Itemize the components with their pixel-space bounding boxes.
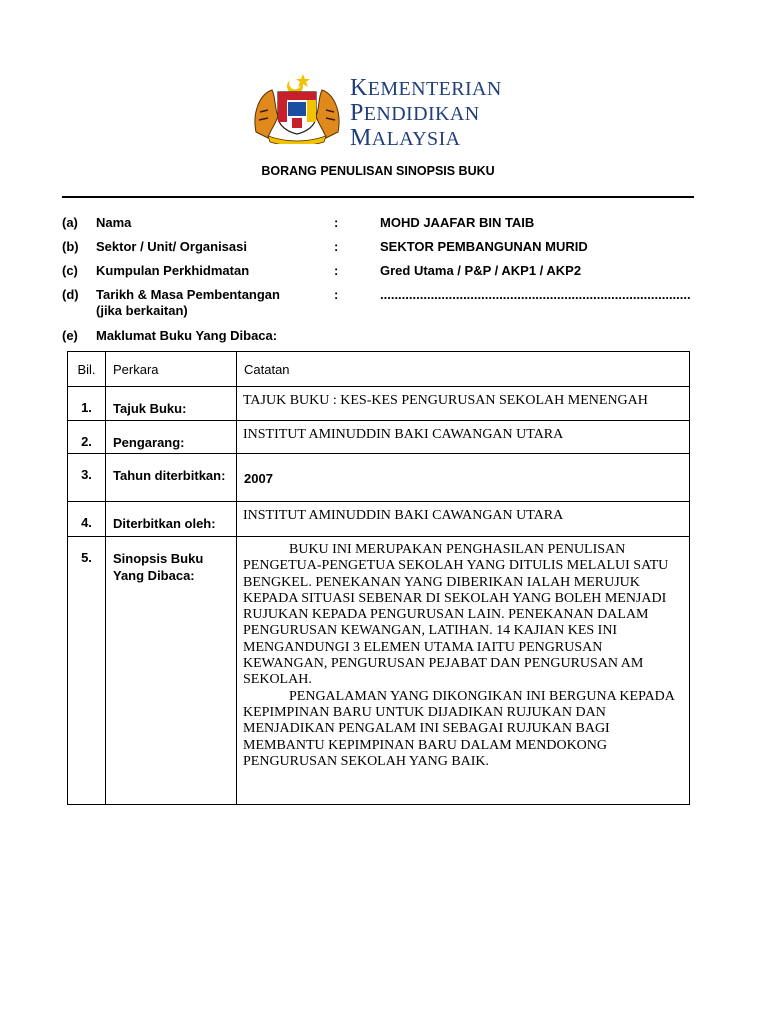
field-letter: (d): [62, 287, 79, 302]
row-bil: 1.: [68, 387, 106, 421]
field-label: Kumpulan Perkhidmatan: [96, 263, 250, 278]
table-row: [68, 537, 690, 805]
row-catatan: 2007: [237, 454, 690, 502]
ministry-line-3: MALAYSIA: [350, 125, 461, 151]
field-colon: :: [334, 239, 339, 254]
row-bil: 2.: [68, 421, 106, 454]
field-label: Nama: [96, 215, 132, 230]
field-letter: (c): [62, 263, 78, 278]
field-label-sub: (jika berkaitan): [96, 303, 188, 318]
field-colon: :: [334, 215, 339, 230]
field-letter: (a): [62, 215, 78, 230]
table-row: [68, 421, 690, 454]
ministry-line-2: PENDIDIKAN: [350, 100, 480, 126]
row-catatan: INSTITUT AMINUDDIN BAKI CAWANGAN UTARA: [237, 502, 690, 537]
table-row: [68, 387, 690, 421]
ministry-wordmark: [350, 76, 502, 151]
row-perkara: Diterbitkan oleh:: [106, 502, 237, 537]
coat-of-arms-logo: [250, 72, 344, 144]
field-label: Maklumat Buku Yang Dibaca:: [96, 328, 278, 343]
header-bil: Bil.: [68, 352, 106, 387]
table-row: [68, 454, 690, 502]
field-value: SEKTOR PEMBANGUNAN MURID: [380, 239, 588, 254]
row-perkara: Sinopsis Buku Yang Dibaca:: [106, 537, 237, 805]
field-colon: :: [334, 287, 339, 302]
row-perkara: Pengarang:: [106, 421, 237, 454]
row-catatan: TAJUK BUKU : KES-KES PENGURUSAN SEKOLAH MENENGAH: [237, 387, 690, 421]
synopsis-paragraph-1: BUKU INI MERUPAKAN PENGHASILAN PENULISAN PENGETUA-PENGETUA SEKOLAH YANG DITULIS MELALUI SATU BENGKEL. PENEKANAN YANG DIBERIKAN IALAH MERUJUK KEPADA SITUASI SEBENAR DI SEKOLAH YANG BOLEH MENJADI RUJUKAN KEPADA PENGURUSAN LAIN. PENEKANAN DALAM PENGURUSAN KEWANGAN, LATIHAN. 14 KAJIAN KES INI MENGANDUNGI 3 ELEMEN UTAMA IAITU PENGRUSAN KEWANGAN, PENGURUSAN PEJABAT DAN PENGURUSAN AM SEKOLAH.: [243, 542, 669, 688]
row-catatan-synopsis: [237, 537, 690, 805]
header-catatan: Catatan: [237, 352, 690, 387]
row-bil: 3.: [68, 454, 106, 502]
field-value: Gred Utama / P&P / AKP1 / AKP2: [380, 263, 582, 278]
table-header-row: [68, 352, 690, 387]
field-letter: (b): [62, 239, 79, 254]
title-divider: [62, 196, 694, 198]
header-perkara: Perkara: [106, 352, 237, 387]
field-value-blank: ......................................................................................: [380, 287, 691, 302]
row-perkara: Tajuk Buku:: [106, 387, 237, 421]
field-value: MOHD JAAFAR BIN TAIB: [380, 215, 535, 230]
field-colon: :: [334, 263, 339, 278]
row-bil: 4.: [68, 502, 106, 537]
row-bil: 5.: [68, 537, 106, 805]
ministry-line-1: KEMENTERIAN: [350, 75, 502, 101]
table-row: [68, 502, 690, 537]
row-perkara: Tahun diterbitkan:: [106, 454, 237, 502]
field-letter: (e): [62, 328, 78, 343]
field-label: Tarikh & Masa Pembentangan: [96, 287, 280, 302]
book-info-table: [67, 351, 690, 805]
field-label: Sektor / Unit/ Organisasi: [96, 239, 247, 254]
form-title: BORANG PENULISAN SINOPSIS BUKU: [261, 164, 495, 178]
synopsis-paragraph-2: PENGALAMAN YANG DIKONGIKAN INI BERGUNA KEPADA KEPIMPINAN BARU UNTUK DIJADIKAN RUJUKAN DAN MENJADIKAN PENGALAM INI SEBAGAI RUJUKAN BAGI MEMBANTU KEPIMPINAN BARU DALAM MENDOKONG PENGURUSAN SEKOLAH YANG BAIK.: [243, 688, 675, 769]
row-catatan: INSTITUT AMINUDDIN BAKI CAWANGAN UTARA: [237, 421, 690, 454]
